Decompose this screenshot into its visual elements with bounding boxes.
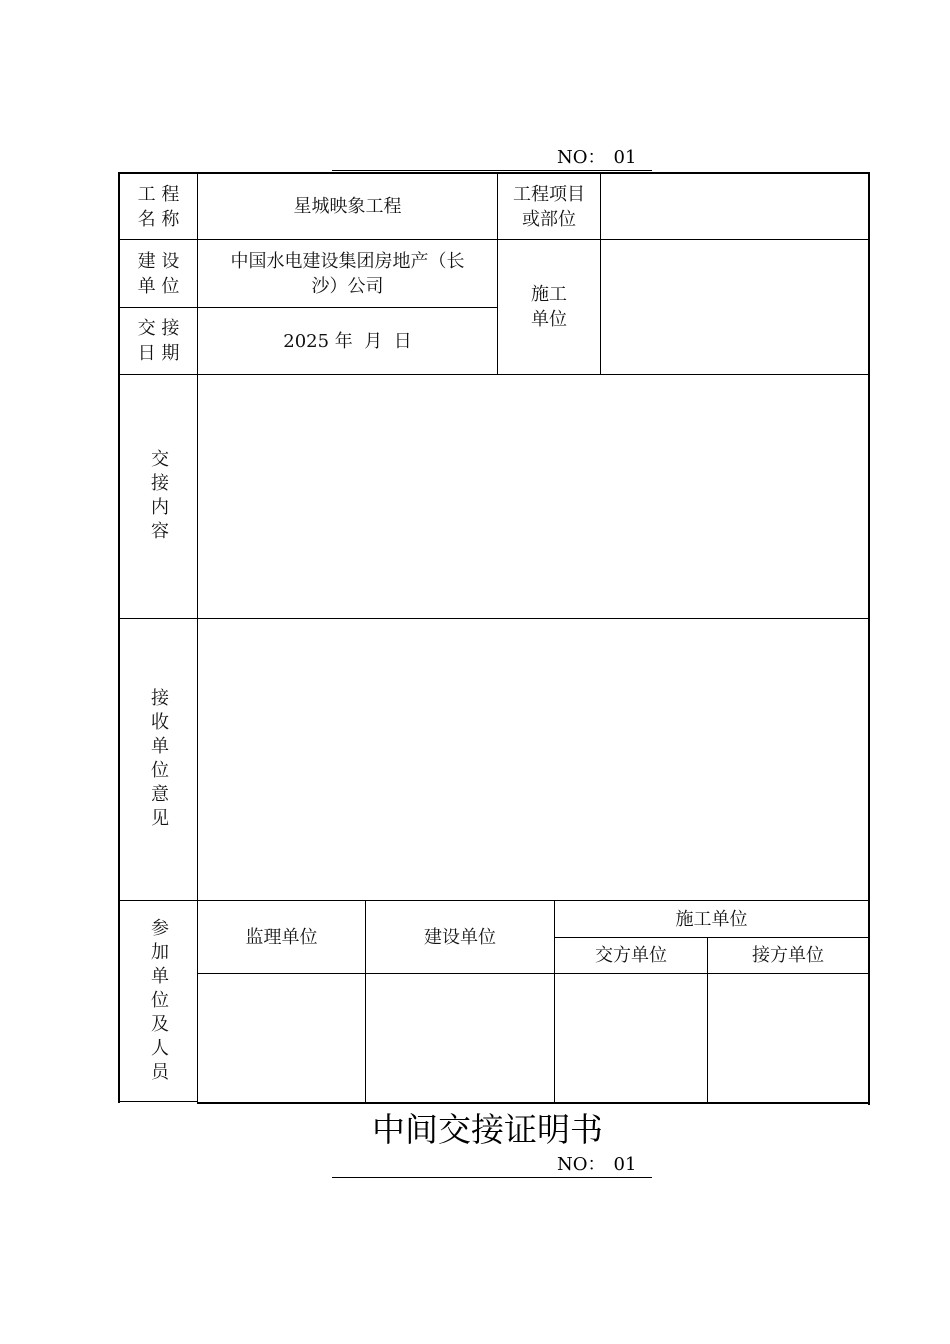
- table-bottom-border: [197, 1102, 870, 1104]
- construction-unit-value: [601, 240, 868, 374]
- owner-unit-label: 建设单位: [424, 926, 496, 948]
- row-divider: [197, 973, 870, 974]
- handover-date-value: 2025 年 月 日: [283, 330, 412, 352]
- handover-party-label: 交方单位: [595, 945, 667, 966]
- doc-number-label: NO：: [557, 147, 606, 168]
- table-right-border: [868, 172, 870, 1105]
- participants-label-cell: [120, 901, 197, 1102]
- receiving-party-label: 接方单位: [752, 945, 824, 966]
- builder-label: 建 设 单 位: [137, 250, 180, 297]
- receiver-opinion-value: [198, 619, 868, 900]
- contractor-unit-label: 施工单位: [675, 908, 748, 930]
- project-item-label: 工程项目 或部位: [513, 183, 585, 230]
- project-item-value: [601, 174, 868, 239]
- doc-number-value: 01: [613, 147, 637, 168]
- document-number-bottom: [332, 1155, 652, 1178]
- receiver-opinion-label-cell: [120, 619, 197, 900]
- construction-unit-label: 施工 单位: [531, 284, 567, 330]
- handover-content-label-cell: [120, 375, 197, 618]
- handover-content-value: [198, 375, 868, 618]
- handover-content-label: 交接内容: [148, 448, 169, 545]
- doc-number-label: NO：: [557, 1154, 606, 1175]
- project-name-label: 工 程 名 称: [137, 183, 180, 230]
- document-title: 中间交接证明书: [372, 1110, 603, 1149]
- handover-date-label: 交 接 日 期: [137, 318, 180, 364]
- builder-value: 中国水电建设集团房地产（长 沙）公司: [230, 250, 465, 297]
- document-number-top: [332, 148, 652, 171]
- participants-label: 参加单位及人员: [148, 917, 169, 1086]
- project-name-value: 星城映象工程: [293, 196, 402, 217]
- supervisor-unit-label: 监理单位: [245, 926, 318, 948]
- doc-number-value: 01: [613, 1154, 637, 1175]
- receiver-opinion-label: 接收单位意见: [148, 687, 169, 832]
